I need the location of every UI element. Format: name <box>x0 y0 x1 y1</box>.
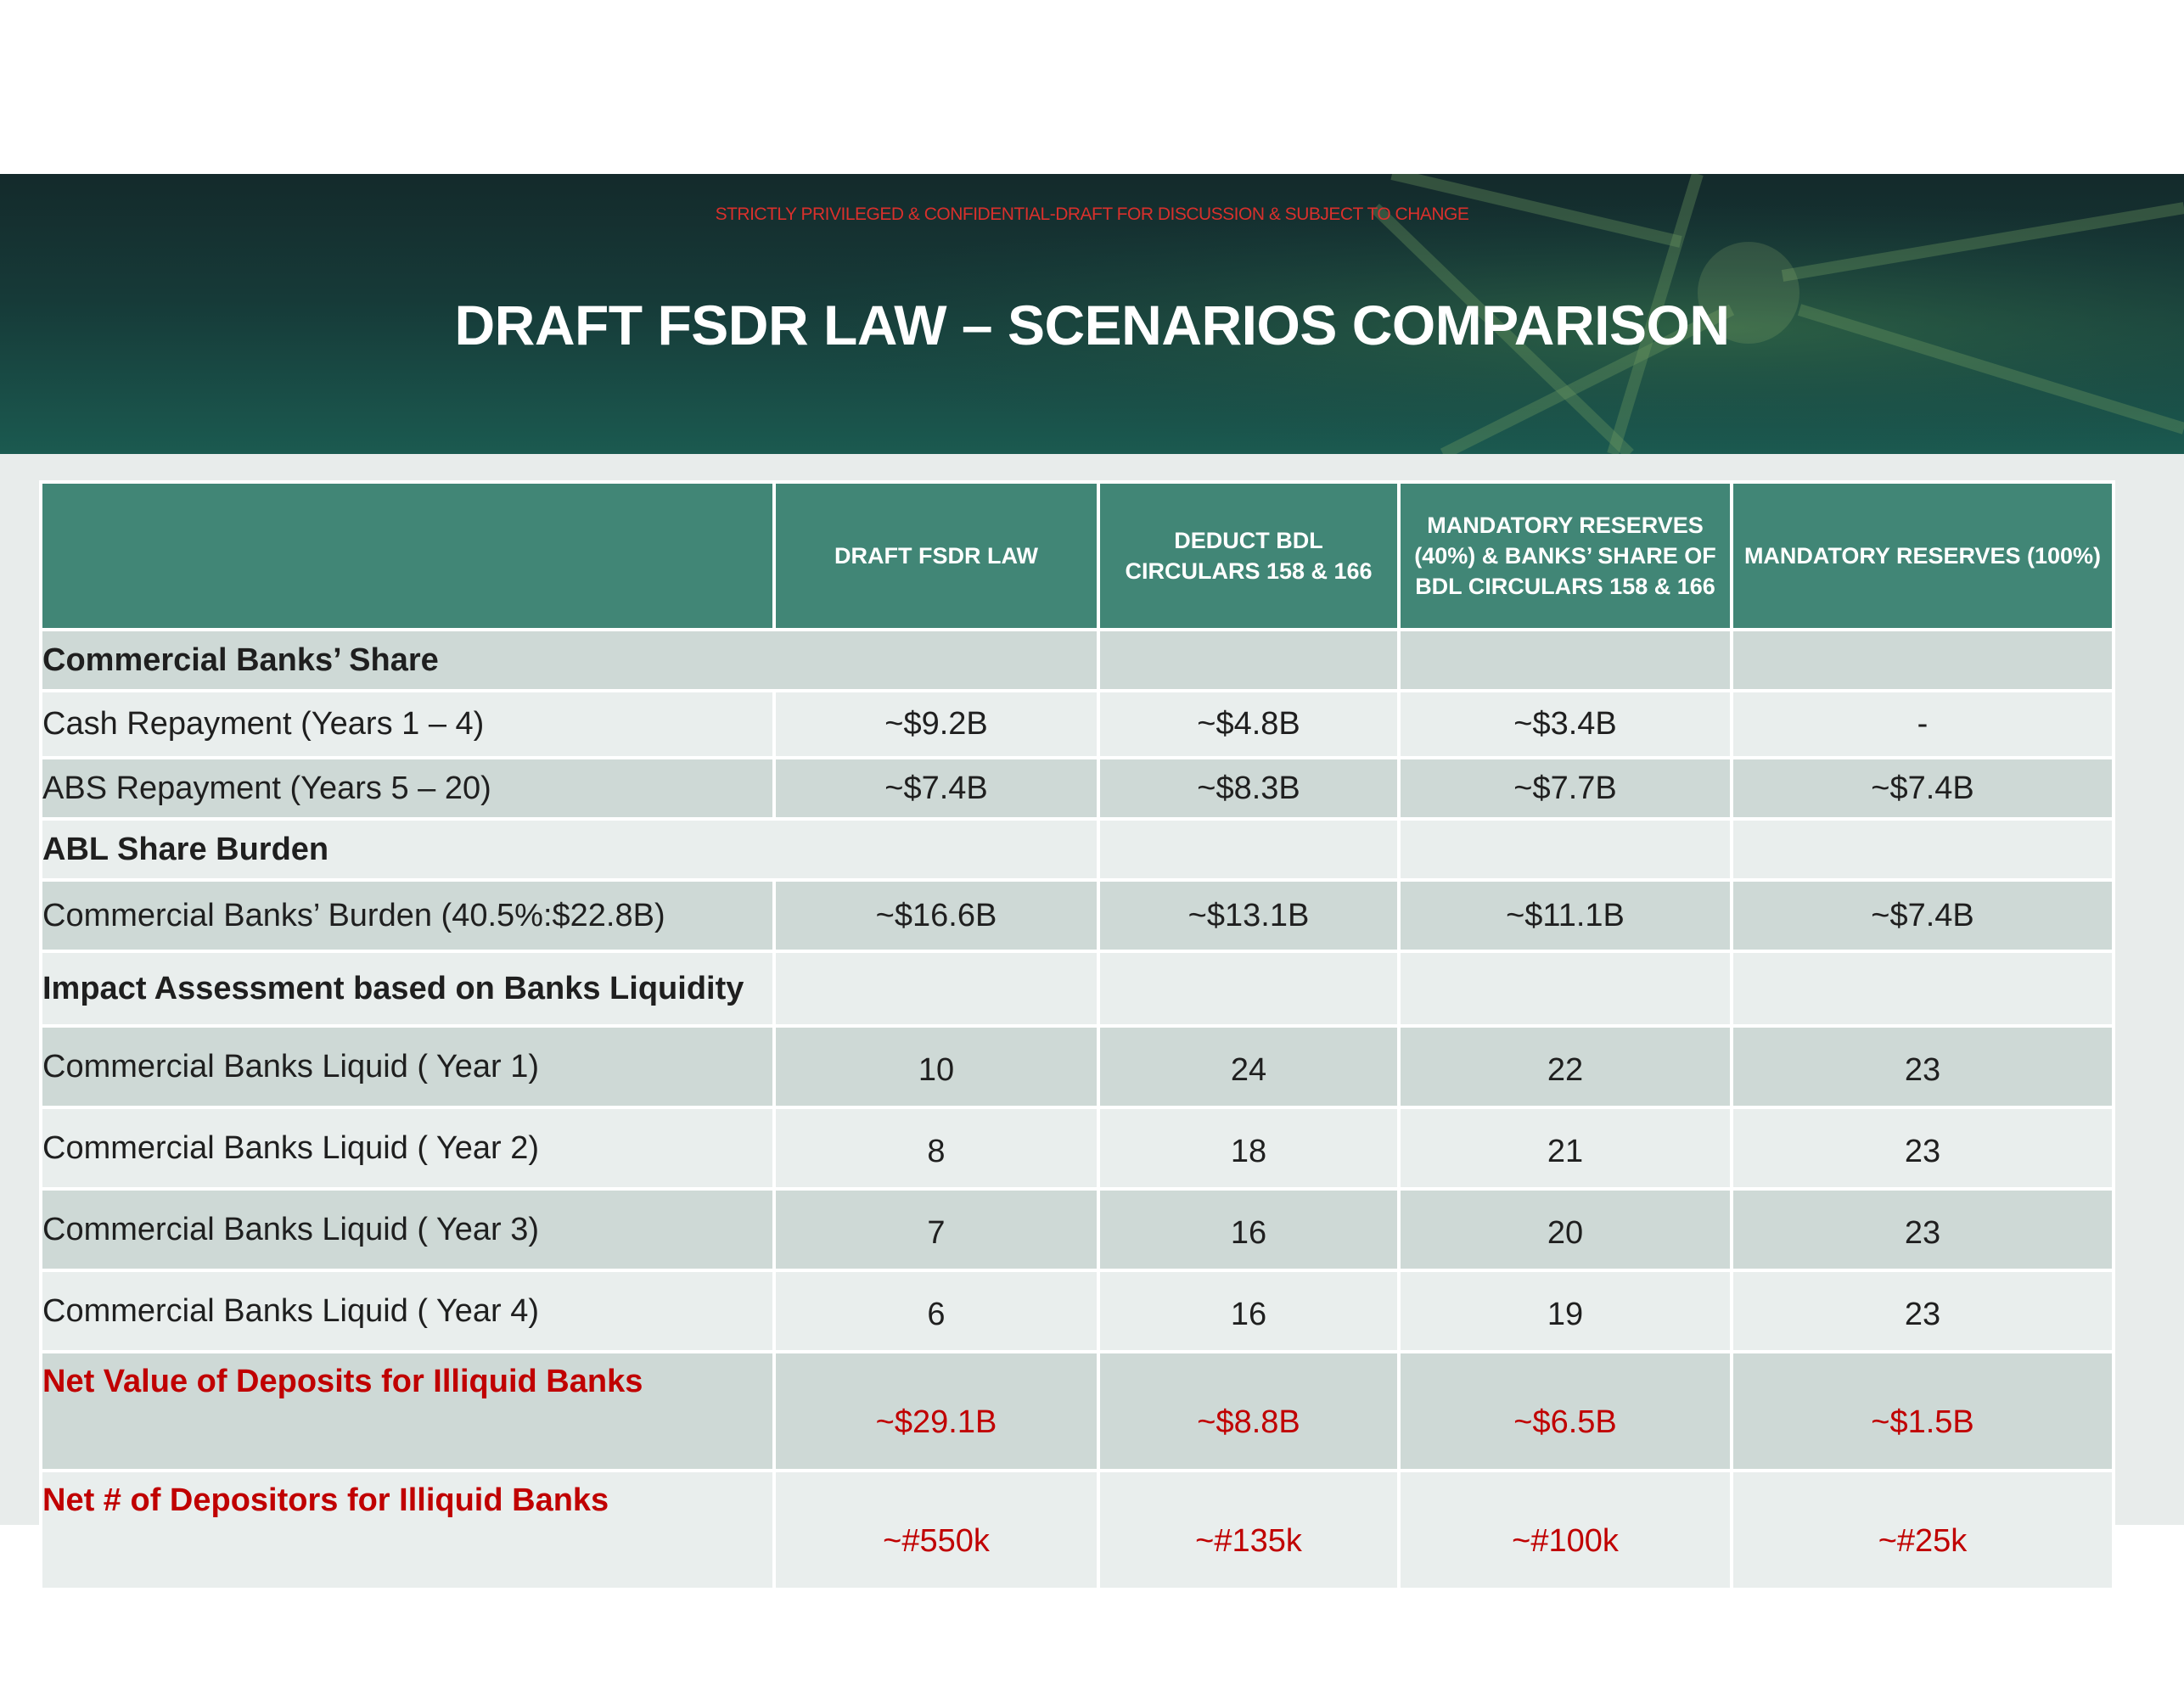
table-cell: ~$7.4B <box>1732 758 2114 819</box>
table-row <box>41 691 2114 758</box>
table-cell: 21 <box>1399 1107 1732 1189</box>
header-mandatory-reserves-40: MANDATORY RESERVES (40%) & BANKS’ SHARE OF BDL CIRCULARS 158 & 166 <box>1399 482 1732 630</box>
table-cell: 23 <box>1732 1107 2114 1189</box>
row-label: Commercial Banks Liquid ( Year 1) <box>41 1026 774 1107</box>
table-cell <box>1399 819 1732 880</box>
table-cell: 6 <box>774 1270 1098 1352</box>
table-cell: 18 <box>1098 1107 1399 1189</box>
header-label-column <box>41 482 774 630</box>
table-row <box>41 1352 2114 1471</box>
table-cell: 19 <box>1399 1270 1732 1352</box>
table-cell: ~$7.4B <box>774 758 1098 819</box>
table-cell: ~$11.1B <box>1399 880 1732 951</box>
table-cell: 16 <box>1098 1189 1399 1270</box>
section-label: ABL Share Burden <box>41 819 1098 880</box>
table-cell <box>774 951 1098 1026</box>
table-cell <box>1098 630 1399 691</box>
table-cell <box>1732 819 2114 880</box>
section-label: Impact Assessment based on Banks Liquidity <box>41 951 774 1026</box>
table-cell <box>1399 630 1732 691</box>
table-row <box>41 1026 2114 1107</box>
table-cell: ~#135k <box>1098 1471 1399 1589</box>
table-row <box>41 951 2114 1026</box>
table-cell: 23 <box>1732 1189 2114 1270</box>
row-label: Commercial Banks Liquid ( Year 3) <box>41 1189 774 1270</box>
row-label: Net Value of Deposits for Illiquid Banks <box>41 1352 774 1471</box>
table-row <box>41 758 2114 819</box>
table-cell: ~$13.1B <box>1098 880 1399 951</box>
table-cell: 10 <box>774 1026 1098 1107</box>
table-cell: 23 <box>1732 1270 2114 1352</box>
table-cell: 8 <box>774 1107 1098 1189</box>
scenarios-table <box>39 480 2115 1591</box>
header-banner <box>0 174 2184 454</box>
table-cell: ~#550k <box>774 1471 1098 1589</box>
table-cell: ~$3.4B <box>1399 691 1732 758</box>
row-label: Commercial Banks’ Burden (40.5%:$22.8B) <box>41 880 774 951</box>
section-label: Commercial Banks’ Share <box>41 630 1098 691</box>
row-label: ABS Repayment (Years 5 – 20) <box>41 758 774 819</box>
table-cell: 20 <box>1399 1189 1732 1270</box>
table-row <box>41 1107 2114 1189</box>
page-title: DRAFT FSDR LAW – SCENARIOS COMPARISON <box>454 294 1730 356</box>
table-cell: 24 <box>1098 1026 1399 1107</box>
table-row <box>41 1471 2114 1589</box>
table-cell: ~$16.6B <box>774 880 1098 951</box>
table-cell: ~$1.5B <box>1732 1352 2114 1471</box>
confidential-notice: STRICTLY PRIVILEGED & CONFIDENTIAL-DRAFT FOR DISCUSSION & SUBJECT TO CHANGE <box>715 205 1469 224</box>
table-cell <box>1399 951 1732 1026</box>
header-deduct-bdl-circulars: DEDUCT BDL CIRCULARS 158 & 166 <box>1098 482 1399 630</box>
table-cell <box>1098 951 1399 1026</box>
table-cell: ~$6.5B <box>1399 1352 1732 1471</box>
table-cell: ~#25k <box>1732 1471 2114 1589</box>
table-cell: - <box>1732 691 2114 758</box>
table-cell: ~$9.2B <box>774 691 1098 758</box>
table-cell: 7 <box>774 1189 1098 1270</box>
table-row <box>41 630 2114 691</box>
table-cell: 23 <box>1732 1026 2114 1107</box>
table-cell <box>1732 951 2114 1026</box>
table-cell: ~$8.3B <box>1098 758 1399 819</box>
table-row <box>41 1189 2114 1270</box>
table-cell <box>1732 630 2114 691</box>
row-label: Commercial Banks Liquid ( Year 4) <box>41 1270 774 1352</box>
table-cell: ~#100k <box>1399 1471 1732 1589</box>
table-cell: ~$29.1B <box>774 1352 1098 1471</box>
row-label: Cash Repayment (Years 1 – 4) <box>41 691 774 758</box>
table-row <box>41 880 2114 951</box>
table-row <box>41 1270 2114 1352</box>
header-mandatory-reserves-100: MANDATORY RESERVES (100%) <box>1732 482 2114 630</box>
table-row <box>41 819 2114 880</box>
header-draft-fsdr-law: DRAFT FSDR LAW <box>774 482 1098 630</box>
table-header-row <box>41 482 2114 630</box>
table-cell: ~$4.8B <box>1098 691 1399 758</box>
table-cell <box>1098 819 1399 880</box>
table-cell: ~$8.8B <box>1098 1352 1399 1471</box>
table-cell: 16 <box>1098 1270 1399 1352</box>
row-label: Commercial Banks Liquid ( Year 2) <box>41 1107 774 1189</box>
table-cell: 22 <box>1399 1026 1732 1107</box>
table-cell: ~$7.7B <box>1399 758 1732 819</box>
table-cell: ~$7.4B <box>1732 880 2114 951</box>
row-label: Net # of Depositors for Illiquid Banks <box>41 1471 774 1589</box>
